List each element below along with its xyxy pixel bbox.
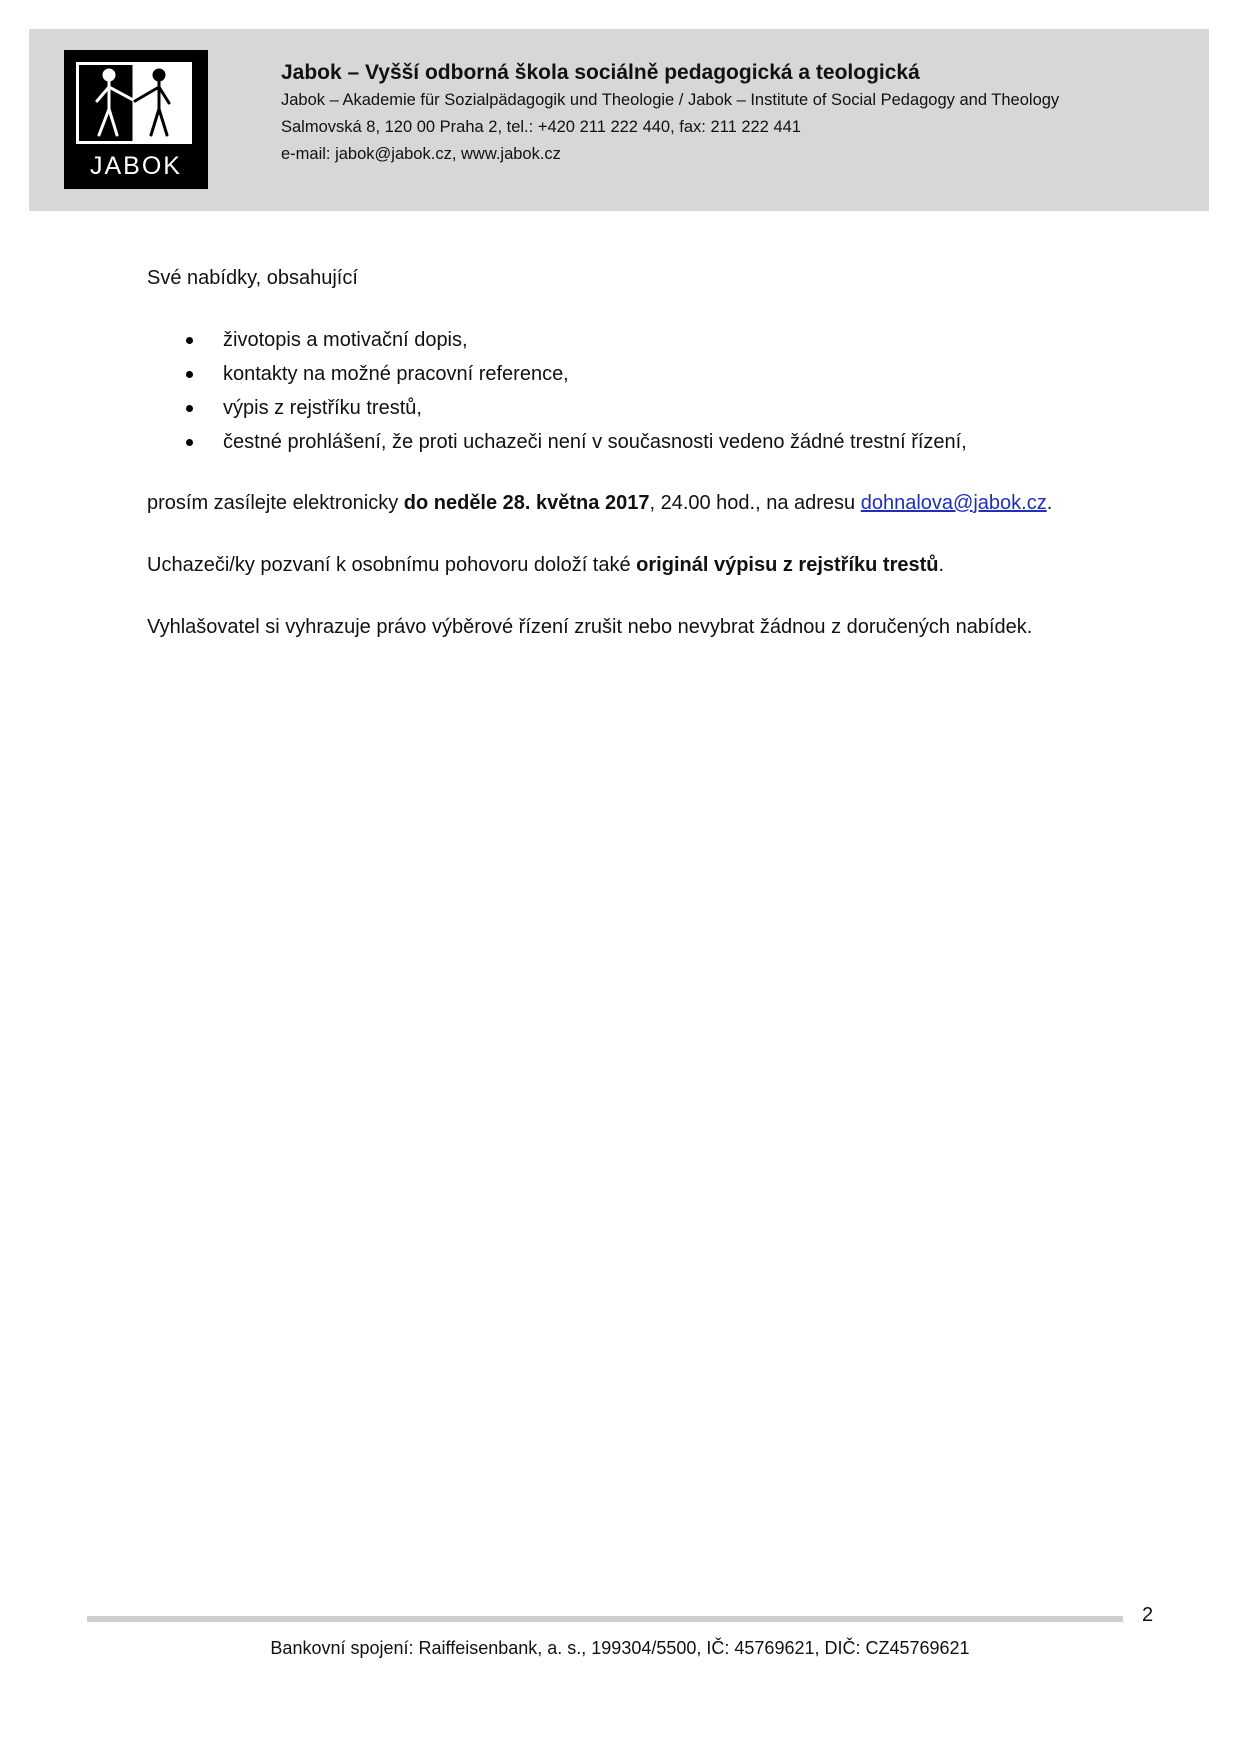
list-item [147,425,1137,459]
list-item-text: kontakty na možné pracovní reference, [223,363,569,385]
letterhead [29,29,1209,211]
bullet-icon [186,337,193,344]
two-figures-icon [79,65,189,141]
organization-contact: e-mail: jabok@jabok.cz, www.jabok.cz [281,145,561,163]
submission-paragraph [147,487,1137,520]
logo-figures-frame [76,62,192,144]
letter-body [147,262,1137,644]
footer-bank-info: Bankovní spojení: Raiffeisenbank, a. s., 199304/5500, IČ: 45769621, DIČ: CZ45769621 [270,1638,970,1658]
organization-info [281,59,1181,168]
page-number: 2 [1142,1604,1154,1626]
list-item [147,323,1137,357]
submission-middle: , 24.00 hod., na adresu [649,492,861,514]
intro-text: Své nabídky, obsahující [147,267,358,289]
submission-suffix: . [1046,492,1053,514]
disclaimer-paragraph: Vyhlašovatel si vyhrazuje právo výběrové řízení zrušit nebo nevybrat žádnou z doručených nabídek. [147,616,1033,638]
email-link[interactable]: dohnalova@jabok.cz [860,492,1047,514]
interview-document: originál výpisu z rejstříku trestů [636,554,939,576]
list-item [147,357,1137,391]
interview-suffix: . [938,554,945,576]
requirements-list [147,323,1137,459]
jabok-logo [64,50,208,189]
bullet-icon [186,371,193,378]
organization-subtitle: Jabok – Akademie für Sozialpädagogik und Theologie / Jabok – Institute of Social Pedagogy and Theology [281,91,1060,109]
submission-prefix: prosím zasílejte elektronicky [147,492,404,514]
bullet-icon [186,405,193,412]
organization-title: Jabok – Vyšší odborná škola sociálně pedagogická a teologická [281,61,920,84]
logo-wordmark: JABOK [90,152,182,180]
list-item-text: životopis a motivační dopis, [223,329,468,351]
bullet-icon [186,439,193,446]
footer-divider [87,1616,1123,1622]
interview-paragraph [147,549,1137,582]
interview-prefix: Uchazeči/ky pozvaní k osobnímu pohovoru doloží také [147,554,637,576]
organization-address: Salmovská 8, 120 00 Praha 2, tel.: +420 211 222 440, fax: 211 222 441 [281,118,801,136]
list-item-text: čestné prohlášení, že proti uchazeči není v současnosti vedeno žádné trestní řízení, [223,431,967,453]
submission-deadline: do neděle 28. května 2017 [403,492,650,514]
list-item-text: výpis z rejstříku trestů, [223,397,422,419]
list-item [147,391,1137,425]
